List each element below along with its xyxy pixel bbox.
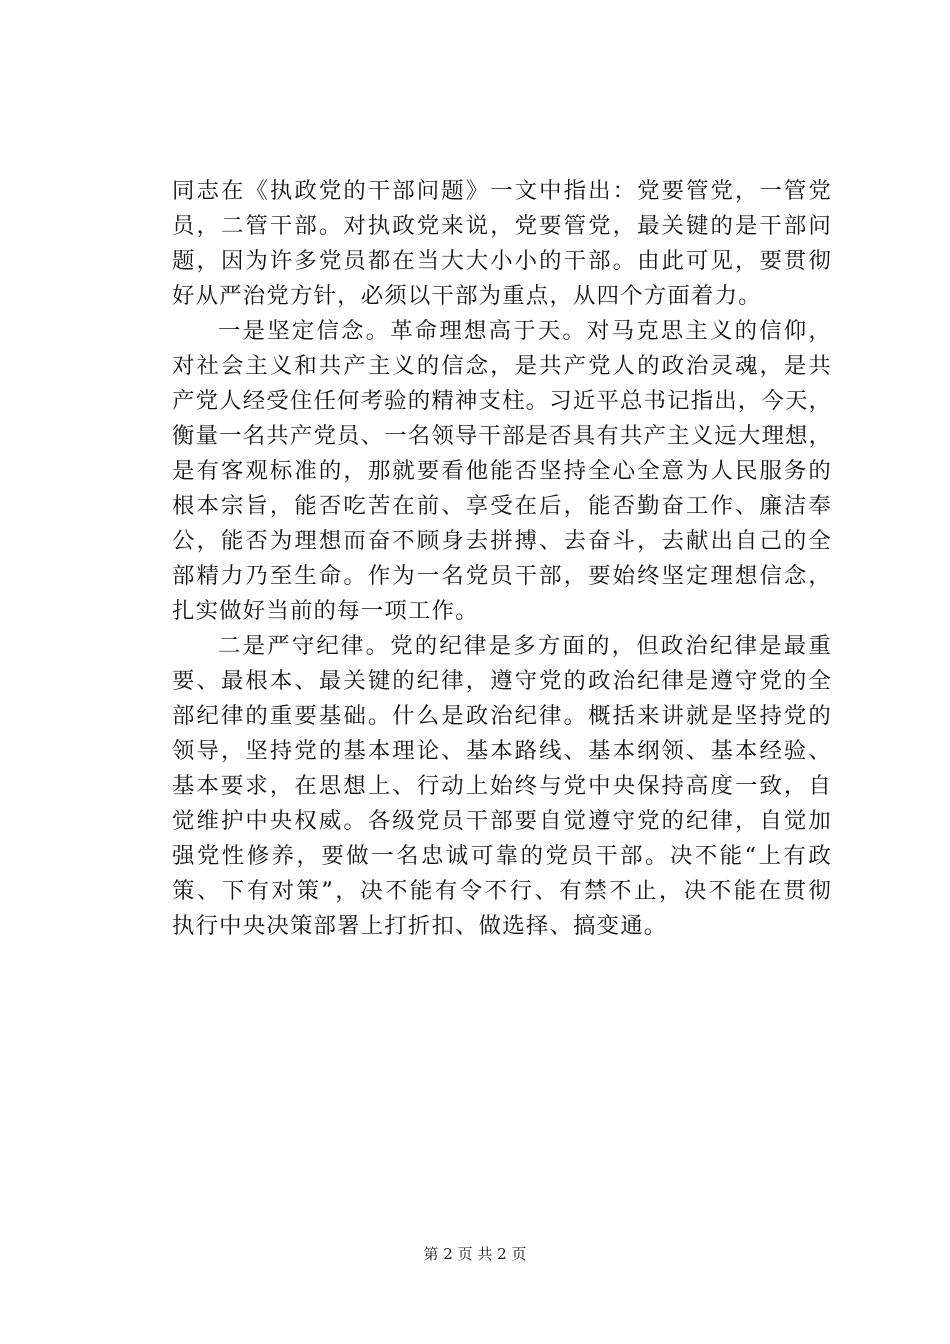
text-line: 衡量一名共产党员、一名领导干部是否具有共产主义远大理想， — [172, 423, 832, 449]
text-line: 同志在《执政党的干部问题》一文中指出：党要管党，一管党 — [172, 178, 832, 204]
text-line: 产党人经受住任何考验的精神支柱。习近平总书记指出，今天， — [172, 388, 832, 414]
text-line: 部纪律的重要基础。什么是政治纪律。概括来讲就是坚持党的 — [172, 703, 832, 729]
text-line: 对社会主义和共产主义的信念，是共产党人的政治灵魂，是共 — [172, 353, 832, 379]
text-line: 一是坚定信念。革命理想高于天。对马克思主义的信仰， — [218, 318, 832, 344]
text-line: 部精力乃至生命。作为一名党员干部，要始终坚定理想信念， — [172, 563, 832, 589]
text-line: 二是严守纪律。党的纪律是多方面的，但政治纪律是最重 — [218, 633, 832, 659]
page-number-footer: 第 2 页 共 2 页 — [423, 1245, 527, 1263]
text-line: 题，因为许多党员都在当大大小小的干部。由此可见，要贯彻 — [172, 248, 832, 274]
text-line: 强党性修养，要做一名忠诚可靠的党员干部。决不能“上有政 — [172, 843, 832, 869]
text-line: 觉维护中央权威。各级党员干部要自觉遵守党的纪律，自觉加 — [172, 808, 832, 834]
text-line: 公，能否为理想而奋不顾身去拼搏、去奋斗，去献出自己的全 — [172, 528, 832, 554]
text-line: 基本要求，在思想上、行动上始终与党中央保持高度一致，自 — [172, 773, 832, 799]
text-line: 策、下有对策”，决不能有令不行、有禁不止，决不能在贯彻 — [172, 878, 832, 904]
text-line: 员，二管干部。对执政党来说，党要管党，最关键的是干部问 — [172, 213, 832, 239]
text-line: 是有客观标准的，那就要看他能否坚持全心全意为人民服务的 — [172, 458, 832, 484]
text-line: 好从严治党方针，必须以干部为重点，从四个方面着力。 — [172, 283, 762, 309]
text-line: 根本宗旨，能否吃苦在前、享受在后，能否勤奋工作、廉洁奉 — [172, 493, 832, 519]
text-line: 领导，坚持党的基本理论、基本路线、基本纲领、基本经验、 — [172, 738, 832, 764]
text-line: 要、最根本、最关键的纪律，遵守党的政治纪律是遵守党的全 — [172, 668, 832, 694]
body-text — [172, 174, 832, 944]
text-line: 执行中央决策部署上打折扣、做选择、搞变通。 — [172, 913, 668, 939]
text-line: 扎实做好当前的每一项工作。 — [172, 598, 479, 624]
